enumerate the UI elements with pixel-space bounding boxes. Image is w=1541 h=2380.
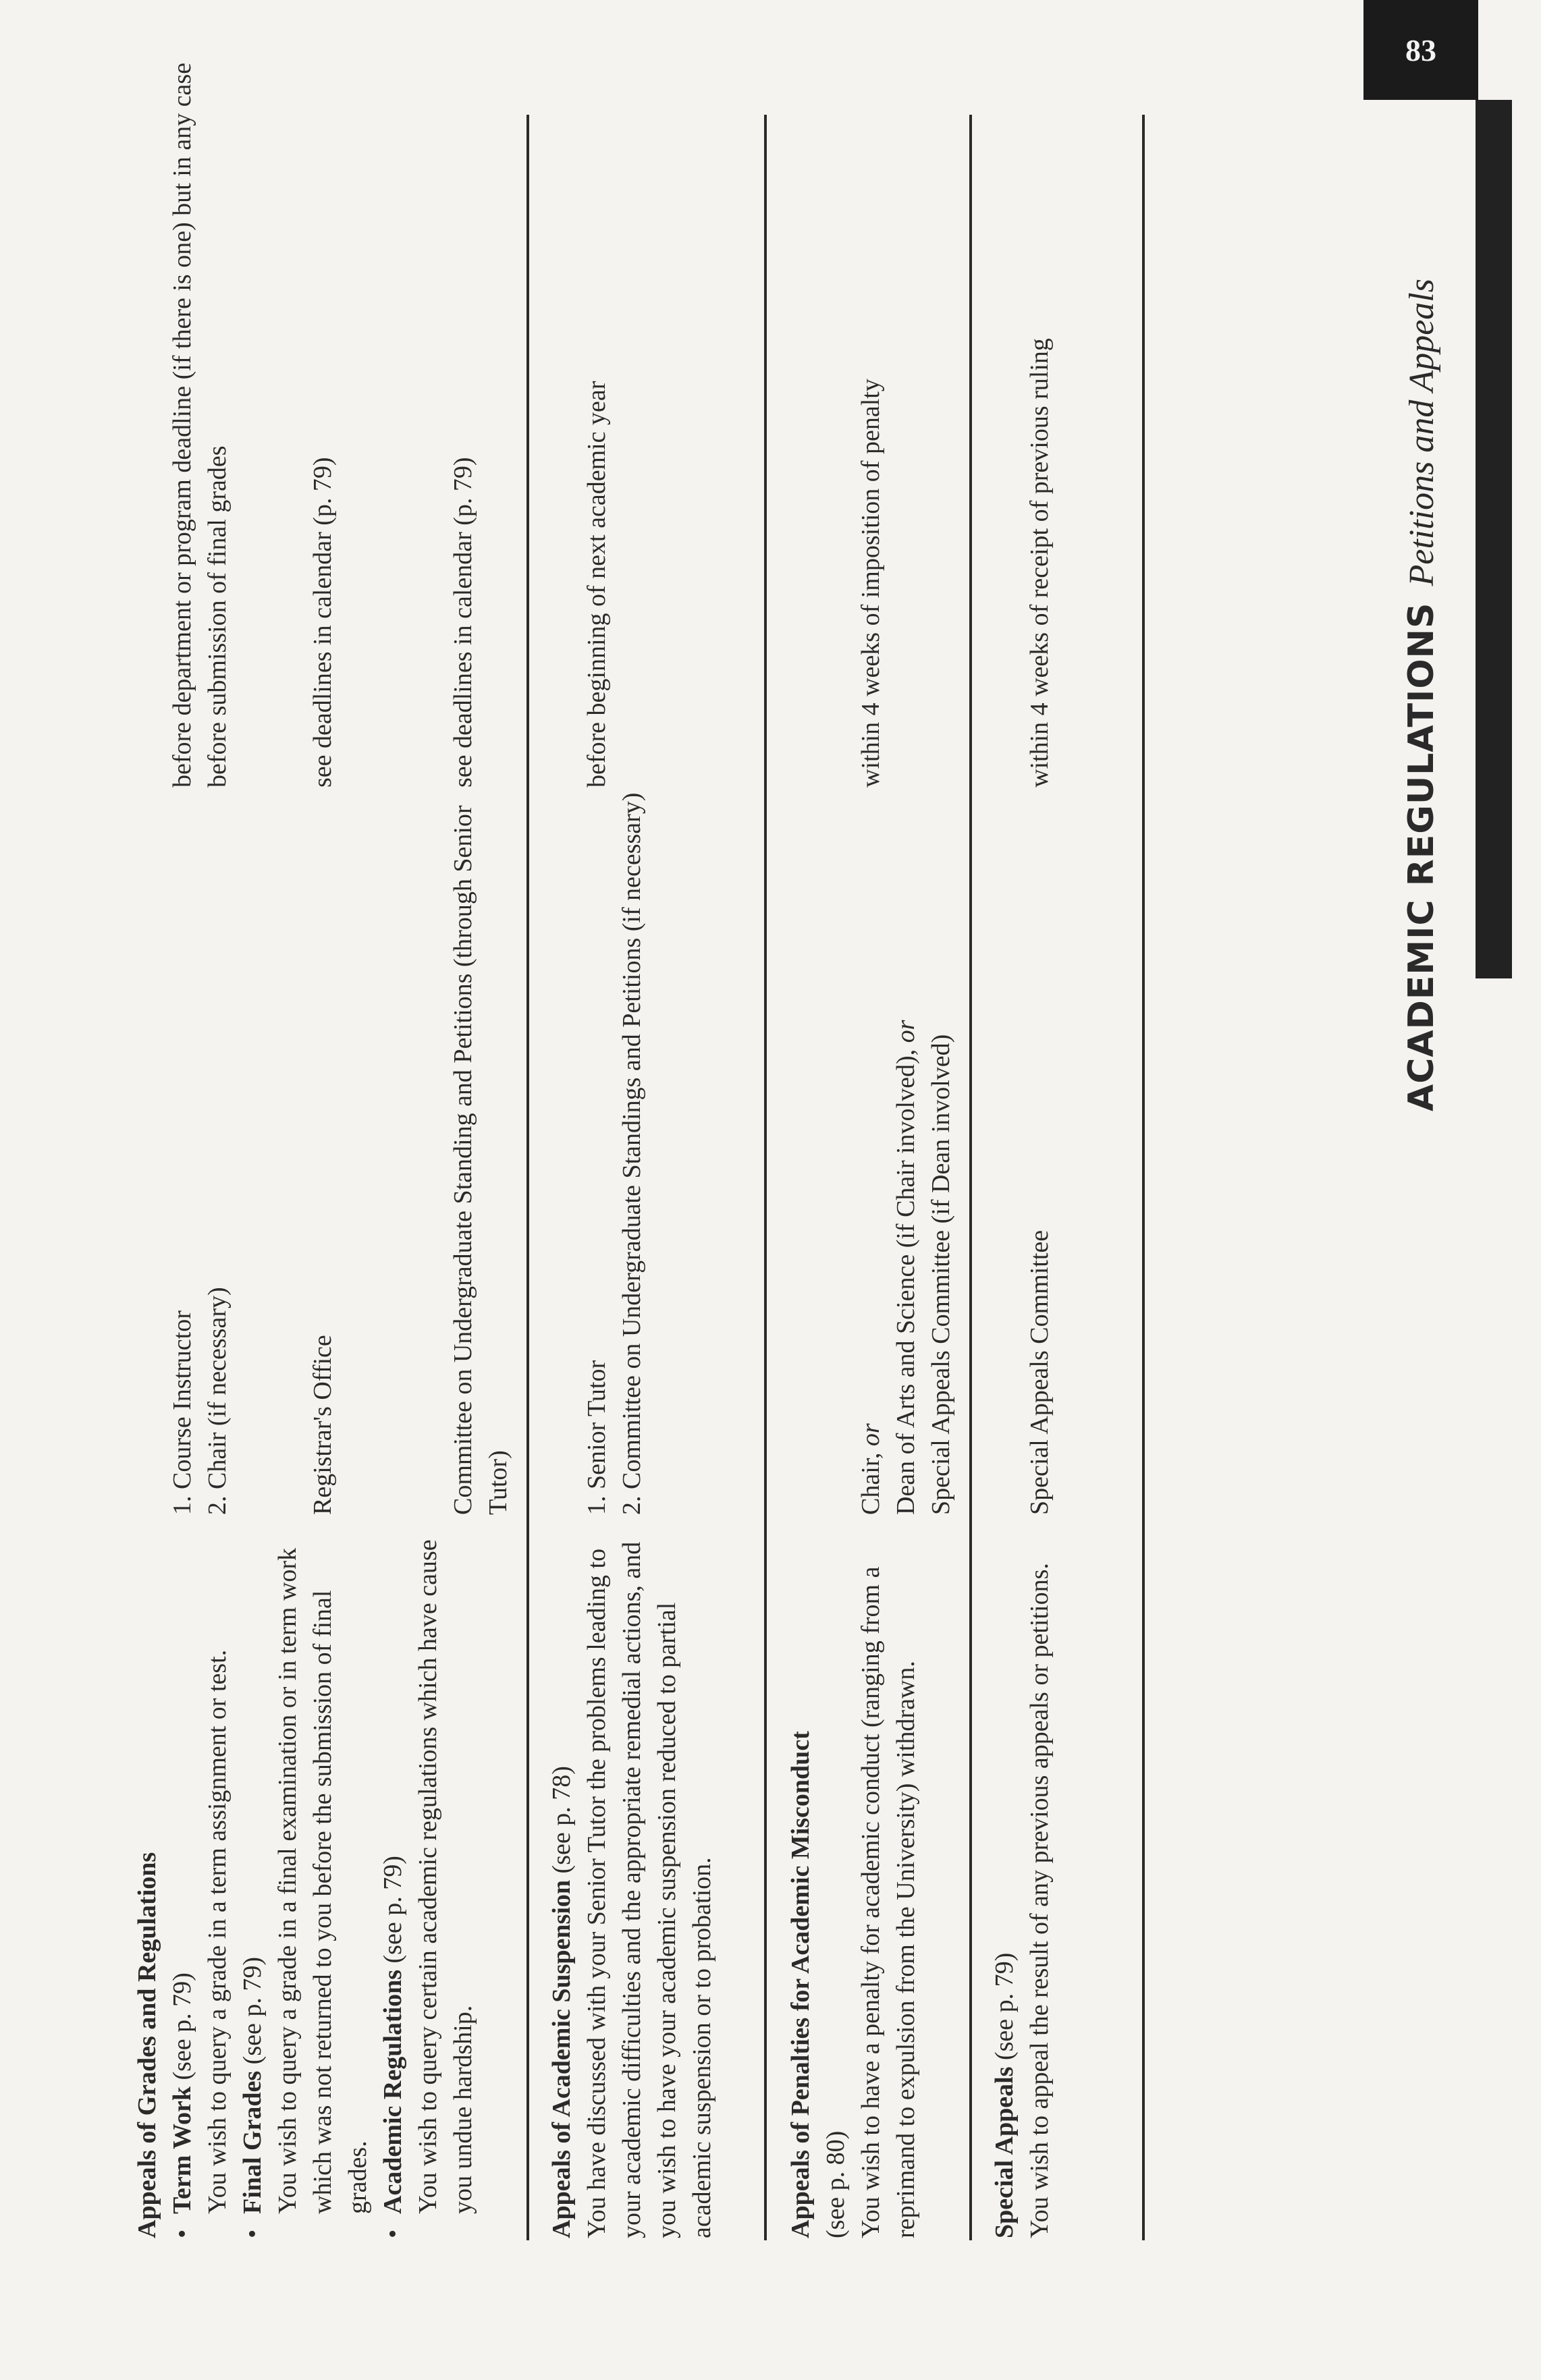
- row-divider-2: [764, 115, 767, 2240]
- term-work-desc: You wish to query a grade in a term assignment or test.: [203, 1649, 232, 2214]
- row4-deadline: within 4 weeks of receipt of previous ruling: [1025, 338, 1054, 787]
- row1-description: [130, 1530, 481, 2238]
- row1-authority-1: 1. Course Instructor 2. Chair (if necessary): [168, 1287, 232, 1515]
- academic-regulations-desc: You wish to query certain academic regulations which have cause you undue hardship.: [414, 1539, 477, 2214]
- row1-deadline-1: before department or program deadline (if there is one) but in any case before submission of final grades: [168, 62, 232, 787]
- term-work-item: •Term Work (see p. 79) You wish to query a grade in a term assignment or test.: [165, 1530, 235, 2238]
- row-divider-1: [526, 115, 529, 2240]
- row1-heading: Appeals of Grades and Regulations: [133, 1852, 161, 2238]
- final-grades-item: •Final Grades (see p. 79) You wish to query a grade in a final examination or in term work which was not returned to you before the submission of final grades.: [235, 1530, 375, 2238]
- academic-regulations-item: •Academic Regulations (see p. 79) You wish to query certain academic regulations which have cause you undue hardship.: [375, 1530, 481, 2238]
- row1-authority-3: Committee on Undergraduate Standing and Petitions (through Senior Tutor): [449, 805, 512, 1515]
- row3-authority: Chair, or Dean of Arts and Science (if Chair involved), or Special Appeals Committee (if Dean involved): [857, 1020, 955, 1515]
- row1-deadline-2: see deadlines in calendar (p. 79): [308, 457, 337, 787]
- row2-authority: 1. Senior Tutor 2. Committee on Undergraduate Standings and Petitions (if necessary): [583, 792, 646, 1515]
- final-grades-desc: You wish to query a grade in a final examination or in term work which was not returned to you before the submission of final grades.: [273, 1547, 372, 2214]
- row4-description: Special Appeals (see p. 79) You wish to appeal the result of any previous appeals or petitions.: [990, 1563, 1054, 2238]
- running-header: [1401, 167, 1442, 1111]
- row-divider-4: [1142, 115, 1145, 2240]
- section-subtitle: Petitions and Appeals: [1403, 279, 1441, 586]
- row2-deadline: before beginning of next academic year: [583, 381, 611, 787]
- row1-authority-2: Registrar's Office: [308, 1335, 337, 1515]
- section-title: ACADEMIC REGULATIONS: [1401, 602, 1442, 1111]
- row4-authority: Special Appeals Committee: [1025, 1229, 1054, 1515]
- row1-deadline-3: see deadlines in calendar (p. 79): [449, 457, 477, 787]
- row3-description: Appeals of Penalties for Academic Misconduct (see p. 80) You wish to have a penalty for academic conduct (ranging from a reprimand to expulsion from the University) withdrawn.: [786, 1566, 920, 2238]
- row3-deadline: within 4 weeks of imposition of penalty: [857, 379, 885, 787]
- row2-description: Appeals of Academic Suspension (see p. 78) You have discussed with your Senior Tutor the problems leading to your academic difficulties and the appropriate remedial actions, and you wish to have your academic suspension reduced to partial academic suspension or to probation.: [547, 1541, 716, 2238]
- row-divider-3: [969, 115, 972, 2240]
- page-number: 83: [1363, 0, 1478, 100]
